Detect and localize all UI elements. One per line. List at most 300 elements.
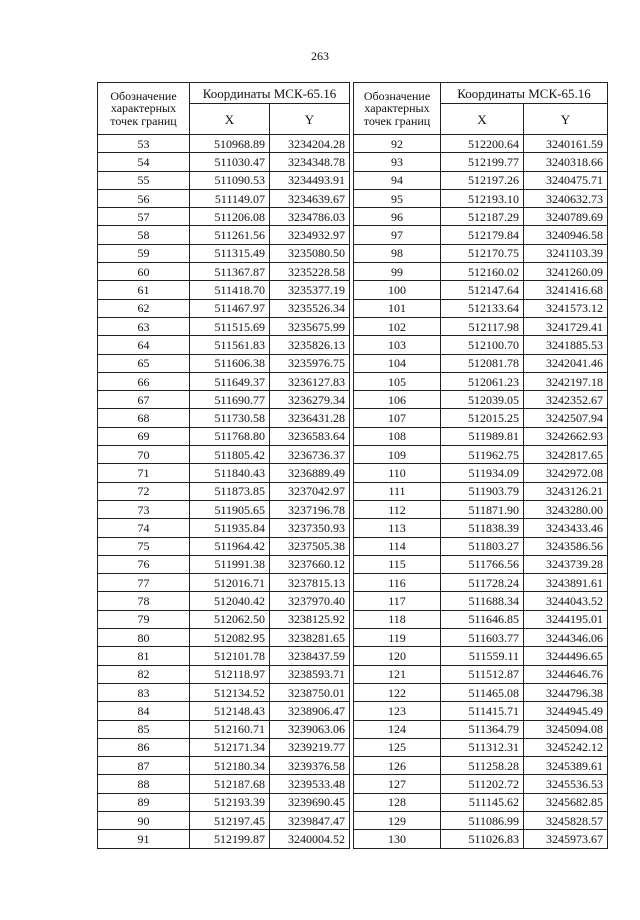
table-row [354,464,608,482]
coord-y: 3237815.13 [270,574,350,592]
coord-x: 511149.07 [190,189,270,207]
point-id: 86 [98,738,190,756]
point-id: 100 [354,281,441,299]
table-row [98,738,350,756]
point-id: 96 [354,208,441,226]
coord-y: 3238281.65 [270,629,350,647]
coord-x: 511415.71 [441,702,524,720]
table-row [98,500,350,518]
coord-y: 3237505.38 [270,537,350,555]
coord-y: 3239690.45 [270,793,350,811]
coord-x: 511261.56 [190,226,270,244]
point-id: 65 [98,354,190,372]
coord-y: 3245682.85 [524,793,608,811]
point-id: 83 [98,683,190,701]
coord-x: 512170.75 [441,244,524,262]
table-row [354,738,608,756]
coord-x: 511803.27 [441,537,524,555]
coord-y: 3244646.76 [524,665,608,683]
point-id: 84 [98,702,190,720]
coord-x: 511646.85 [441,610,524,628]
coord-x: 511690.77 [190,391,270,409]
point-id: 87 [98,757,190,775]
table-row [354,244,608,262]
table-row [354,409,608,427]
table-row [98,354,350,372]
coord-y: 3243433.46 [524,519,608,537]
coord-x: 511766.56 [441,555,524,573]
point-id: 62 [98,299,190,317]
coord-x: 511934.09 [441,464,524,482]
coord-x: 512015.25 [441,409,524,427]
table-row [98,391,350,409]
coord-y: 3240318.66 [524,153,608,171]
point-id: 113 [354,519,441,537]
coord-y: 3242972.08 [524,464,608,482]
table-row [354,574,608,592]
coord-x: 511935.84 [190,519,270,537]
point-id: 103 [354,336,441,354]
coord-y: 3242662.93 [524,427,608,445]
header-x-label: X [190,104,270,135]
table-row [98,427,350,445]
coord-x: 511202.72 [441,775,524,793]
coord-y: 3235976.75 [270,354,350,372]
coord-y: 3236736.37 [270,446,350,464]
page-number: 263 [311,49,329,63]
coord-x: 512197.45 [190,811,270,829]
coord-y: 3239533.48 [270,775,350,793]
coord-y: 3237042.97 [270,482,350,500]
coord-x: 511561.83 [190,336,270,354]
point-id: 59 [98,244,190,262]
coord-y: 3245973.67 [524,830,608,848]
point-id: 63 [98,317,190,335]
table-row [98,208,350,226]
table-row [354,629,608,647]
coord-y: 3238906.47 [270,702,350,720]
table-row [354,208,608,226]
header-coordinates-label: Координаты МСК-65.16 [190,83,350,104]
coord-y: 3238593.71 [270,665,350,683]
point-id: 57 [98,208,190,226]
point-id: 67 [98,391,190,409]
point-id: 77 [98,574,190,592]
point-id: 79 [98,610,190,628]
coord-y: 3239847.47 [270,811,350,829]
table-row [98,537,350,555]
coord-x: 512148.43 [190,702,270,720]
coord-y: 3238125.92 [270,610,350,628]
table-row [98,702,350,720]
table-row [354,610,608,628]
coord-x: 511090.53 [190,171,270,189]
coord-x: 511730.58 [190,409,270,427]
coord-x: 511030.47 [190,153,270,171]
table-row [98,171,350,189]
table-row [98,336,350,354]
coord-x: 512187.68 [190,775,270,793]
coord-x: 511768.80 [190,427,270,445]
coord-y: 3245242.12 [524,738,608,756]
coord-y: 3235526.34 [270,299,350,317]
coord-x: 511515.69 [190,317,270,335]
coord-y: 3241573.12 [524,299,608,317]
coord-y: 3243891.61 [524,574,608,592]
point-id: 109 [354,446,441,464]
point-id: 68 [98,409,190,427]
coord-x: 512016.71 [190,574,270,592]
coord-x: 512100.70 [441,336,524,354]
table-row [354,811,608,829]
table-row [354,830,608,848]
point-id: 121 [354,665,441,683]
table-row [98,299,350,317]
point-id: 111 [354,482,441,500]
point-id: 61 [98,281,190,299]
table-row [354,446,608,464]
table-row [354,391,608,409]
table-row [98,189,350,207]
point-id: 80 [98,629,190,647]
coord-y: 3234348.78 [270,153,350,171]
table-row [98,135,350,153]
table-row [98,830,350,848]
point-id: 122 [354,683,441,701]
point-id: 115 [354,555,441,573]
point-id: 71 [98,464,190,482]
table-row [98,592,350,610]
coord-y: 3243739.28 [524,555,608,573]
point-id: 74 [98,519,190,537]
coord-x: 512062.50 [190,610,270,628]
point-id: 123 [354,702,441,720]
point-id: 125 [354,738,441,756]
coord-y: 3240632.73 [524,189,608,207]
table-row [354,226,608,244]
point-id: 58 [98,226,190,244]
coord-x: 511905.65 [190,500,270,518]
point-id: 117 [354,592,441,610]
coord-x: 511559.11 [441,647,524,665]
point-id: 55 [98,171,190,189]
table-row [98,720,350,738]
coord-x: 510968.89 [190,135,270,153]
coord-y: 3242041.46 [524,354,608,372]
point-id: 70 [98,446,190,464]
coord-y: 3237970.40 [270,592,350,610]
coord-x: 511873.85 [190,482,270,500]
coord-y: 3240475.71 [524,171,608,189]
coord-x: 511840.43 [190,464,270,482]
table-row [354,555,608,573]
point-id: 66 [98,372,190,390]
coord-y: 3234493.91 [270,171,350,189]
coord-y: 3245828.57 [524,811,608,829]
table-row [354,775,608,793]
coord-y: 3240789.69 [524,208,608,226]
table-row [354,354,608,372]
coord-y: 3242197.18 [524,372,608,390]
table-row [354,336,608,354]
point-id: 126 [354,757,441,775]
coord-x: 512160.02 [441,263,524,281]
table-row [98,153,350,171]
coord-y: 3244496.65 [524,647,608,665]
coord-x: 512171.34 [190,738,270,756]
table-row [354,281,608,299]
coord-x: 511315.49 [190,244,270,262]
point-id: 108 [354,427,441,445]
coord-y: 3237196.78 [270,500,350,518]
point-id: 72 [98,482,190,500]
table-row [98,610,350,628]
header-y-label: Y [524,104,608,135]
table-row [98,775,350,793]
point-id: 88 [98,775,190,793]
point-id: 127 [354,775,441,793]
table-body-right [354,135,608,849]
coord-y: 3240946.58 [524,226,608,244]
coord-y: 3235377.19 [270,281,350,299]
table-row [98,757,350,775]
coord-x: 512040.42 [190,592,270,610]
coord-y: 3240004.52 [270,830,350,848]
point-id: 78 [98,592,190,610]
table-row [98,647,350,665]
coord-x: 511991.38 [190,555,270,573]
coord-y: 3235675.99 [270,317,350,335]
point-id: 60 [98,263,190,281]
table-row [98,281,350,299]
coord-y: 3239063.06 [270,720,350,738]
coord-y: 3244796.38 [524,683,608,701]
coord-x: 512081.78 [441,354,524,372]
table-row [98,464,350,482]
table-row [98,629,350,647]
header-y-label: Y [270,104,350,135]
point-id: 90 [98,811,190,829]
coord-x: 511728.24 [441,574,524,592]
table-row [354,592,608,610]
coord-y: 3245094.08 [524,720,608,738]
coord-y: 3237350.93 [270,519,350,537]
point-id: 85 [98,720,190,738]
point-id: 93 [354,153,441,171]
table-row [354,793,608,811]
coord-y: 3234204.28 [270,135,350,153]
point-id: 54 [98,153,190,171]
point-id: 130 [354,830,441,848]
table-row [98,372,350,390]
coord-y: 3242507.94 [524,409,608,427]
header-point-label: Обозначение характерных точек границ [98,83,190,135]
point-id: 75 [98,537,190,555]
coord-y: 3242817.65 [524,446,608,464]
coord-x: 511145.62 [441,793,524,811]
table-row [354,519,608,537]
coord-x: 512147.64 [441,281,524,299]
coord-x: 511086.99 [441,811,524,829]
table-row [98,665,350,683]
point-id: 94 [354,171,441,189]
coord-x: 512193.39 [190,793,270,811]
header-coordinates-label: Координаты МСК-65.16 [441,83,608,104]
coord-x: 512187.29 [441,208,524,226]
table-row [98,317,350,335]
point-id: 69 [98,427,190,445]
coord-x: 511465.08 [441,683,524,701]
header-point-label: Обозначение характерных точек границ [354,83,441,135]
coord-y: 3234639.67 [270,189,350,207]
table-row [98,482,350,500]
coordinates-table-left [97,82,350,849]
coord-y: 3241885.53 [524,336,608,354]
coord-y: 3241103.39 [524,244,608,262]
coord-x: 511989.81 [441,427,524,445]
point-id: 101 [354,299,441,317]
coord-y: 3245536.53 [524,775,608,793]
coord-y: 3244195.01 [524,610,608,628]
table-row [354,299,608,317]
coord-x: 512134.52 [190,683,270,701]
coord-y: 3236127.83 [270,372,350,390]
coord-x: 511964.42 [190,537,270,555]
coord-y: 3243586.56 [524,537,608,555]
coord-x: 512200.64 [441,135,524,153]
table-row [98,244,350,262]
table-row [354,427,608,445]
point-id: 95 [354,189,441,207]
coord-y: 3244043.52 [524,592,608,610]
coord-x: 511026.83 [441,830,524,848]
table-row [354,683,608,701]
coord-y: 3235228.58 [270,263,350,281]
coord-x: 512199.77 [441,153,524,171]
coord-x: 512039.05 [441,391,524,409]
coord-y: 3236583.64 [270,427,350,445]
point-id: 124 [354,720,441,738]
coord-y: 3238750.01 [270,683,350,701]
coord-x: 512193.10 [441,189,524,207]
coord-x: 511418.70 [190,281,270,299]
coord-x: 512061.23 [441,372,524,390]
table-row [98,446,350,464]
table-row [354,189,608,207]
table-body-left [98,135,350,849]
point-id: 82 [98,665,190,683]
coord-x: 511838.39 [441,519,524,537]
coord-x: 511606.38 [190,354,270,372]
coord-y: 3244945.49 [524,702,608,720]
coord-x: 512160.71 [190,720,270,738]
point-id: 104 [354,354,441,372]
coord-y: 3243280.00 [524,500,608,518]
coord-y: 3241416.68 [524,281,608,299]
coord-y: 3234786.03 [270,208,350,226]
table-row [98,793,350,811]
coord-x: 511467.97 [190,299,270,317]
coord-y: 3236279.34 [270,391,350,409]
point-id: 116 [354,574,441,592]
table-row [98,683,350,701]
coord-x: 512199.87 [190,830,270,848]
table-row [354,171,608,189]
table-row [98,555,350,573]
coord-y: 3243126.21 [524,482,608,500]
coord-x: 511903.79 [441,482,524,500]
coord-y: 3244346.06 [524,629,608,647]
coord-x: 511512.87 [441,665,524,683]
point-id: 53 [98,135,190,153]
point-id: 64 [98,336,190,354]
coord-x: 512118.97 [190,665,270,683]
coord-x: 511258.28 [441,757,524,775]
table-row [354,135,608,153]
table-row [354,317,608,335]
table-row [354,500,608,518]
table-row [354,153,608,171]
coord-y: 3242352.67 [524,391,608,409]
coord-y: 3239219.77 [270,738,350,756]
table-row [98,574,350,592]
coord-y: 3239376.58 [270,757,350,775]
coord-y: 3236431.28 [270,409,350,427]
coordinates-table-right [353,82,608,849]
table-row [354,665,608,683]
table-row [354,537,608,555]
coord-y: 3238437.59 [270,647,350,665]
header-x-label: X [441,104,524,135]
table-row [354,647,608,665]
coord-x: 512117.98 [441,317,524,335]
coord-x: 511688.34 [441,592,524,610]
point-id: 118 [354,610,441,628]
table-row [98,263,350,281]
coord-x: 511805.42 [190,446,270,464]
coord-y: 3236889.49 [270,464,350,482]
point-id: 110 [354,464,441,482]
point-id: 106 [354,391,441,409]
point-id: 89 [98,793,190,811]
point-id: 73 [98,500,190,518]
coord-y: 3235080.50 [270,244,350,262]
point-id: 97 [354,226,441,244]
coord-x: 511871.90 [441,500,524,518]
coord-x: 511962.75 [441,446,524,464]
point-id: 107 [354,409,441,427]
coord-x: 512133.64 [441,299,524,317]
point-id: 81 [98,647,190,665]
point-id: 129 [354,811,441,829]
coord-x: 511312.31 [441,738,524,756]
coord-x: 512101.78 [190,647,270,665]
table-row [354,702,608,720]
point-id: 119 [354,629,441,647]
coord-y: 3241260.09 [524,263,608,281]
coord-x: 512197.26 [441,171,524,189]
point-id: 76 [98,555,190,573]
point-id: 91 [98,830,190,848]
point-id: 120 [354,647,441,665]
coord-x: 511367.87 [190,263,270,281]
point-id: 105 [354,372,441,390]
coord-y: 3234932.97 [270,226,350,244]
table-row [98,811,350,829]
point-id: 114 [354,537,441,555]
table-row [354,372,608,390]
table-row [354,757,608,775]
